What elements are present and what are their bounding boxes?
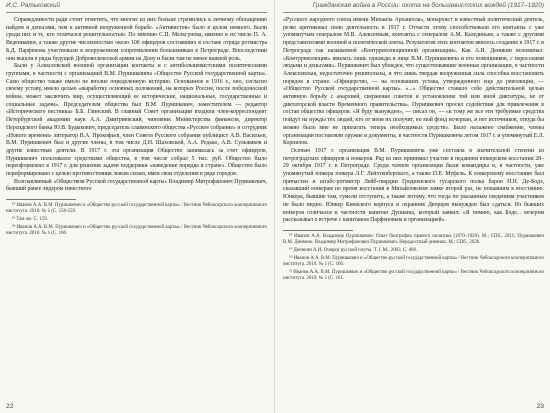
paragraph: «Русского народного союза имени Михаила Архангела», монархист и известный политический деятель, резко критиковал свою деятельность в 1917 г. Отчасти этому способствовали его контакты с уже упомянутым генералом М.В. Алексеевым, контакты с генералом А.М. Калединым, а также с другими представителями военной и политической элиты. Результатом этих контактов явилось создание в 1917 г. в Петрограде так называемой «Контрреволюционной организации». Как А.И. Деникин вспоминал: «Контрреволюция» явилась лишь однажды в лице В.М. Пуришкевича и его помощников, с неросскими людьми и деньгами». Пуришкевич был убежден, что существовавшие военные организации, в частности Алексеевская, недостаточно решительны, и что лишь твердая вооруженная сила способна восстановить порядок в стране. «Офицерство, — на основаниях устава, утвержденного еще до революции, — «Общество Русской государственной карты». «...» Общество ставило себе действительной целью активную борьбу с анархией, свержение советов и установление той или иной диктатуры, не от диктаторской власти Временного правительства». Пуришкевич просил содействия для привлечения в состав общества офицеров. «Я буду вынужден», — писал он, — «к тому же все эти требуемые средства пойдут на нужды тех людей, кто от меня их получит, но мой фонд исчерпан, и нет источников, откуда бы можно было мне не прилагать теперь необходимых средств». Было налажено снабжение, члены организации поставляли оружие и документы, в частности Пуришкевича летом 1917 г. и упомянутый Е.Л. Корнилов.	[283, 17, 544, 147]
paragraph: Были у Алексеевской военной организации контакты и с антибольшевистскими политическими группами, в частности с организацией В.М. Пуришкевича «Общество Русской государственной карты». Само общество также имело не вполне определенную историю. Основанное в 1916 г., оно, согласно своему уставу, имело целью «выработку основных положений, на которых Россия, после победоносной войны, может заключить мир, осуществляющий ее исторические, национальные, государственные и социальные задачи». Председателем общества был В.М. Пуришкевич, заместителем — редактор «Исторического вестника» Б.Б. Глинский. В главный Совет организации входили член-корреспондент Петербургской академии наук А.А. Дмитриевский, чиновник Министерства финансов, директор Персидского банка Ю.В. Будыкович, председатель славянского общества «Русское собрание» и сотрудник «Нового времени» литератор В.А. Прокофьев, член Совета Русского собрания публицист А.В. Васильев, В.М. Пуришкевич был и другие члены, в том числе Д.Н. Шаховской, А.А. Редько, А.В. Сульжиков и другие известные деятели. В 1917 г. эта организация Общество занималась за счет офицеров, Пуришкевич пользовался средствами общества, в том числе собрал 5 тыс. руб. Общество было переоформлено в 1917 г. для решения задачи поддержки «наведение порядка в стране». Общество было переформировано с целью противостояния левым силам, имея свои отделения в ряде городов.	[6, 63, 267, 178]
footnote: ²⁰ Иванов А.А. В.М. Пуришкевич и «Общество русской государственной карты» / Вестник Чебоксарского кооперативного института. 2010. № 1 (С. 160.	[283, 255, 544, 268]
footnote: ²¹ Иванов А.А. В.М. Пуришкевич и «Общество русской государственной карты» / Вестник Чебоксарского кооперативного института. 2010. № 1 (С. 161.	[283, 269, 544, 282]
footnote-rule	[283, 230, 353, 231]
paragraph: Осенью 1917 г. организация В.М. Пуришкевича уже состояла в значительной степени из петроградских офицеров и юнкеров. Ряд из них принимал участие в недавнем юнкерском восстании 28–29 октября 1917 г. в Петрограде. Среди членов организации были командиры и, в частности, уже упомянутый юнкера юнкера Л.Г. Лейхтенберского, а также П.Е. Муфель. К юнкерскому восстанию был причастен и штабс-ротмистр Лейб-гвардии Гродненского гусарского полка барон Н.Н. Де-Бодэ, сказавший юнкерам по время восстания в Михайловском замке второй раз, не попавшим к восстанию. Юнкера, бывшие там, сумели отступить, а также потому, что тогда по указанным сведениям участников не было видно. Юнкер Киевского корпуса и охранник Дворцов вынужден был сдаться. Из бывших юнкеров отличался в частности капитан Душкина, который заявил: «Я помню, как Боде... вечером рассказывал о встрече с капитаном Парфеновым и организацией».	[283, 147, 544, 224]
footnote: ¹⁸ Иванов А.А. Владимир Пуришкевич: Опыт биографии правого политика (1870–1920). М.; СПб., 2011; Пуришкевич В.М. Дневник. Владимир Митрофанович Пуришкевич. Нерадостный дневник. М.; СПб., 2020.	[283, 233, 544, 246]
footnote: ¹⁸ Иванов А.А. В.М. Пуришкевич и «Общество русской государственной карты» / Вестник Чебоксарского кооперативного института. 2010. № 1 (С. 158-159.	[6, 203, 267, 215]
paragraph: Справедливости ради стоит отметить, что многие из них больше стремились к личному обогащению найдем и деньгами, чем к активной вооруженной борьбе. «Активистов» было в целом немного. Были среди них и те, кто отличался решительностью. По мнению С.П. Мельгунова, именно в их числе П. А. Ведениапин, а также другие численностью около 100 офицеров состоявших в составе отряда ротмистра Б.Д. Парфенова участвовали в вооруженном сопротивлении большевикам в Петрограде. Впоследствии они вышли в ряды будущей Добровольческой армии на Дону и были там не менее важной роль.	[6, 17, 267, 62]
page-number-right: 23	[536, 403, 544, 410]
running-head-title: Гражданская война в России: охота на большевистских вождей (1917–1920)	[283, 2, 544, 13]
footnote: ¹⁹ Деникин А.И. Очерки русской смуты. Т. I. М., 2003. С. 486.	[289, 248, 418, 254]
right-body-text	[283, 17, 544, 225]
running-head-author: И.С. Ратьковский	[6, 2, 267, 13]
footnote: ²⁰ Иванов А.А. В.М. Пуришкевич и «Общество русской государственной карты» / Вестник Чебоксарского кооперативного института. 2010. № 1 (С. 160.	[6, 225, 267, 237]
page-number-left: 22	[6, 403, 14, 410]
left-footnotes	[6, 203, 267, 237]
left-body-text	[6, 17, 267, 194]
right-footnotes	[283, 234, 544, 283]
paragraph: Возглавляемый «Обществом Русской государственной карты» Владимир Митрофанович Пуришкевич, бывший ранее лидером известного	[6, 178, 267, 193]
footnote-rule	[6, 199, 76, 200]
right-page	[275, 0, 550, 413]
footnote: ¹⁹ Там же. С. 159.	[12, 217, 48, 223]
